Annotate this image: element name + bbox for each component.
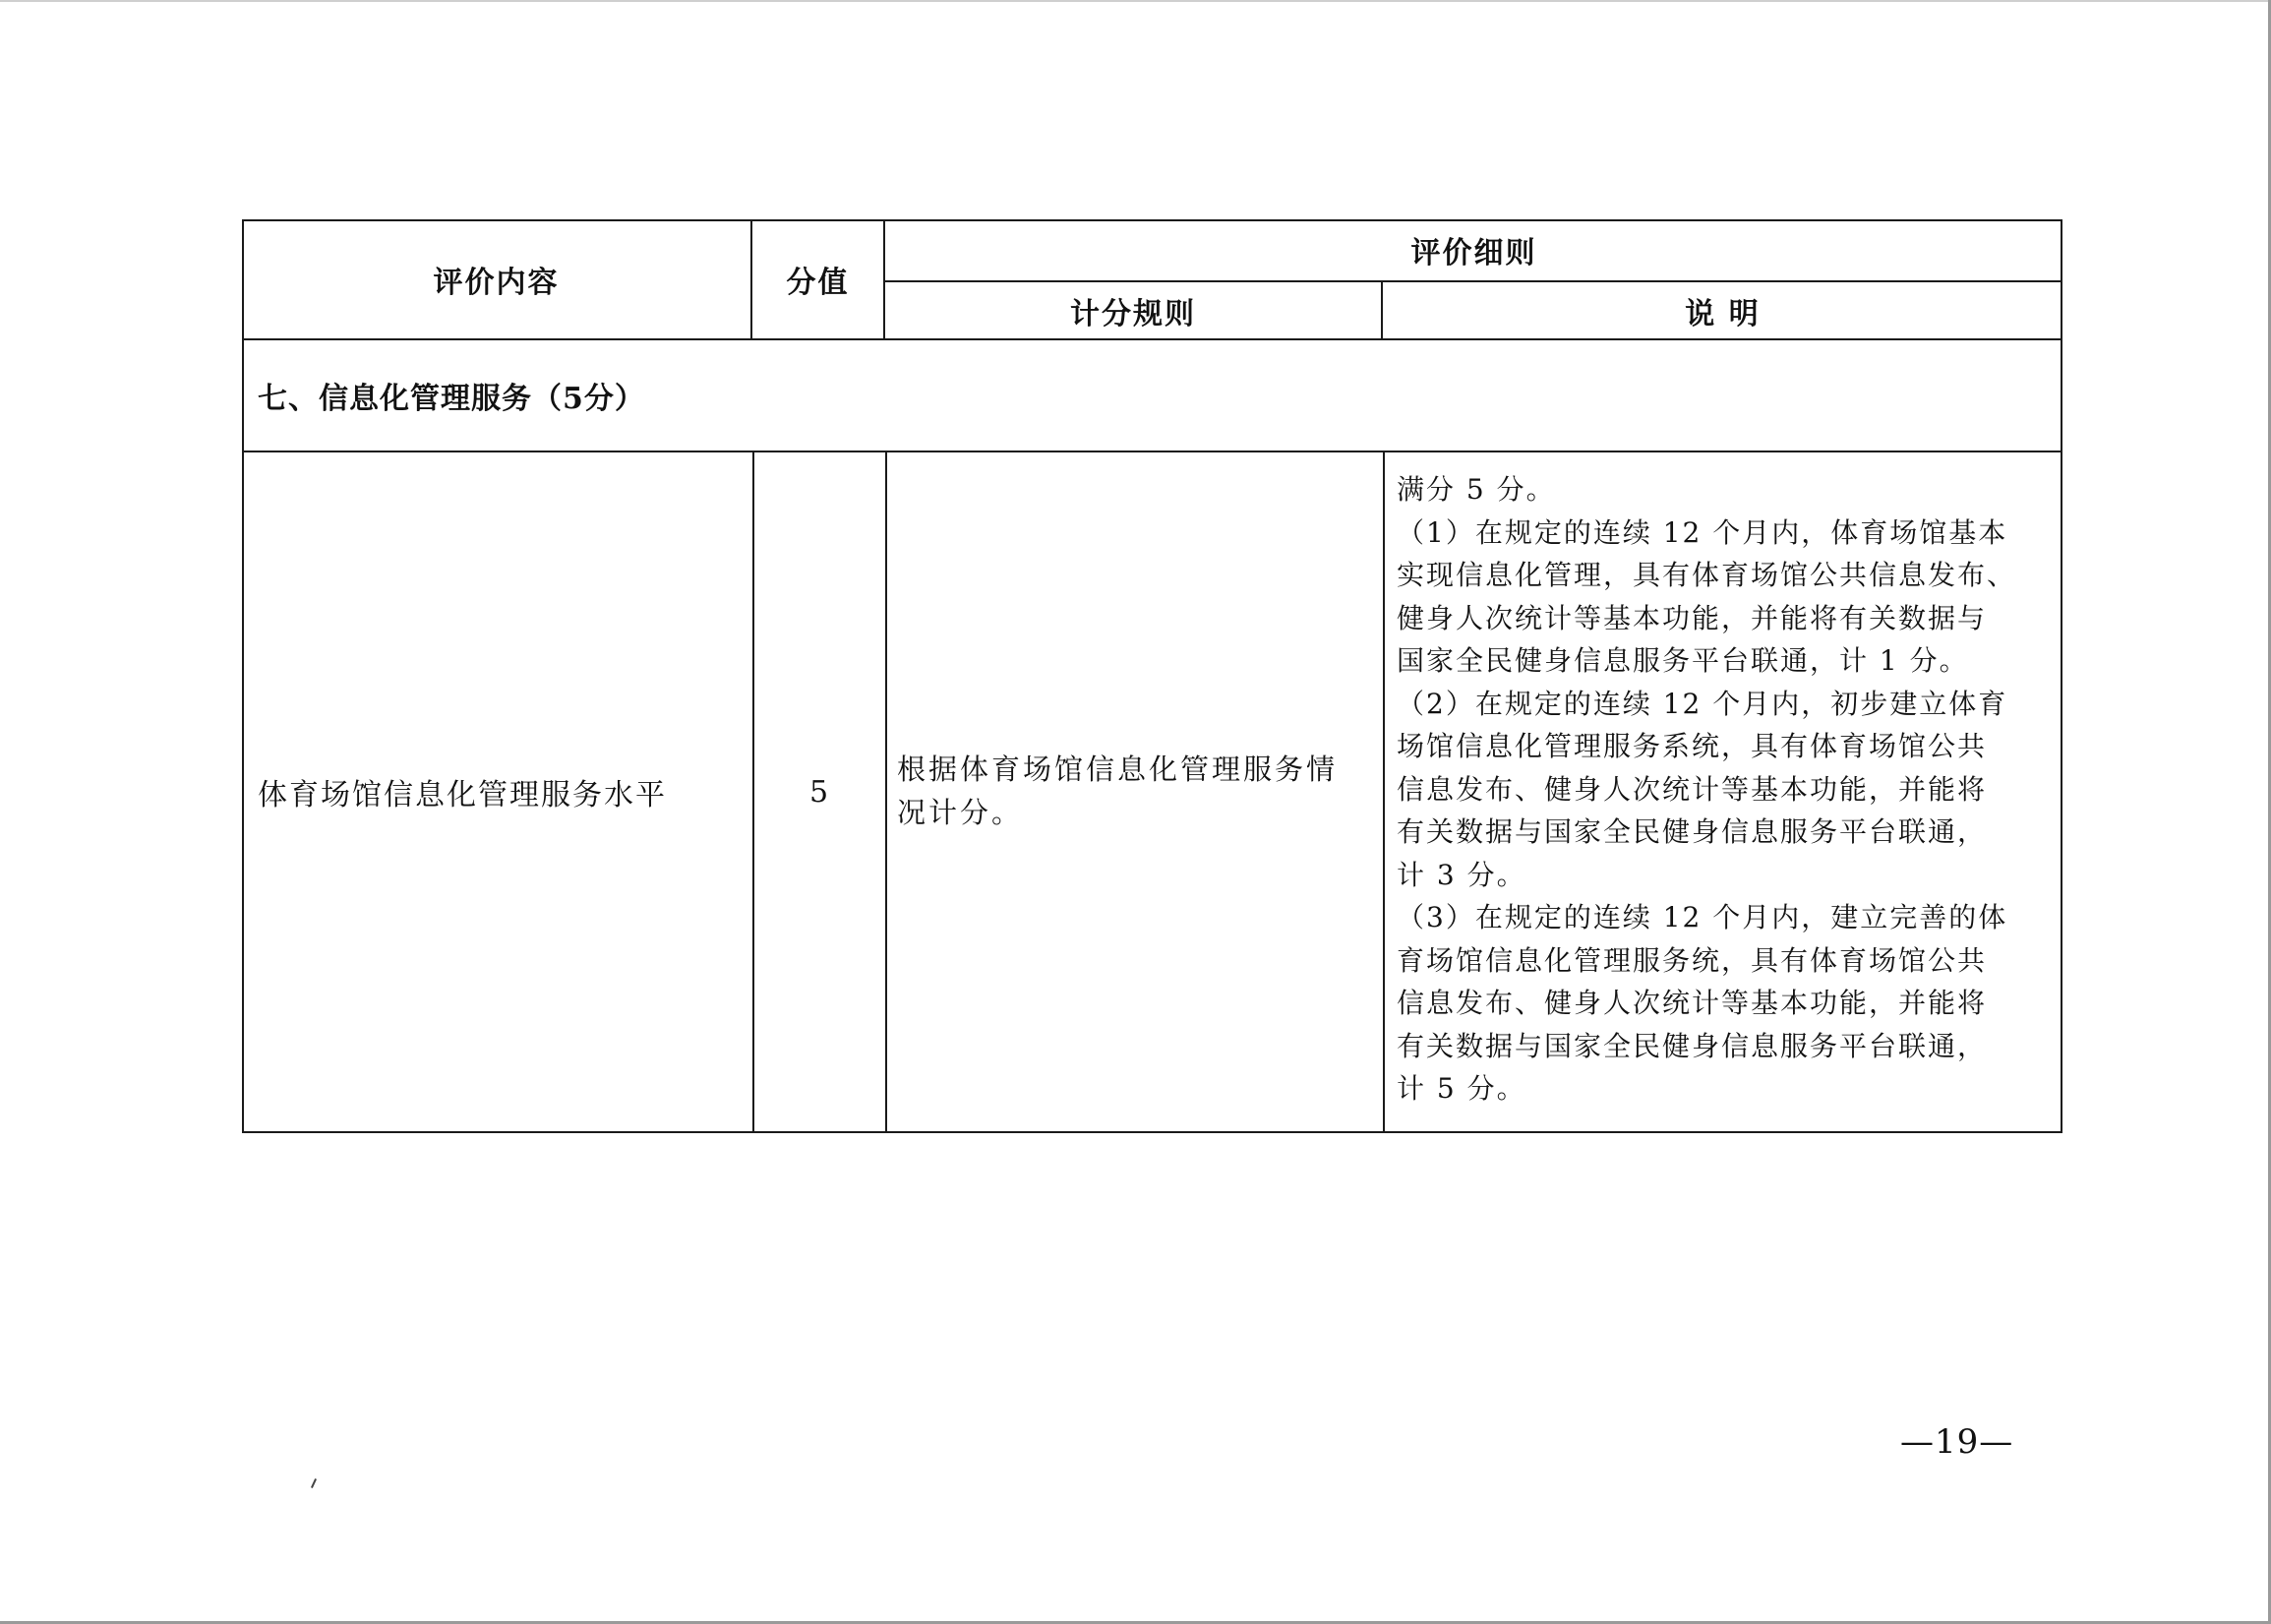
note-line: 信息发布、健身人次统计等基本功能，并能将	[1397, 987, 1988, 1019]
section-title-row	[258, 340, 2048, 451]
note-text	[1397, 468, 2054, 1111]
header-evaluation-details-label: 评价细则	[1410, 236, 1537, 271]
note-line: 国家全民健身信息服务平台联通，计 1 分。	[1397, 644, 1969, 677]
score-value: 5	[808, 774, 831, 810]
note-line: 有关数据与国家全民健身信息服务平台联通，	[1397, 815, 1988, 848]
header-evaluation-content-label: 评价内容	[433, 265, 560, 300]
header-evaluation-content	[242, 219, 750, 338]
header-evaluation-details	[885, 219, 2062, 280]
note-line: 健身人次统计等基本功能，并能将有关数据与	[1397, 601, 1988, 634]
scoring-rule-text	[897, 748, 1377, 834]
note-line: （3）在规定的连续 12 个月内，建立完善的体	[1397, 901, 2008, 933]
header-note-label: 说 明	[1685, 296, 1761, 331]
note-line: 计 5 分。	[1397, 1072, 1526, 1105]
page-edge-top	[0, 0, 2271, 2]
table-divider	[885, 451, 887, 1133]
note-line: 育场馆信息化管理服务统，具有体育场馆公共	[1397, 943, 1988, 977]
scoring-rule-line: 根据体育场馆信息化管理服务情	[897, 752, 1339, 786]
note-line: （1）在规定的连续 12 个月内，体育场馆基本	[1397, 515, 2008, 549]
table-divider	[1383, 451, 1385, 1133]
note-line: 满分 5 分。	[1397, 473, 1556, 506]
note-line: 有关数据与国家全民健身信息服务平台联通，	[1397, 1029, 1988, 1062]
evaluation-content-text: 体育场馆信息化管理服务水平	[258, 778, 667, 812]
scan-mark	[311, 1478, 317, 1488]
note-line: 实现信息化管理，具有体育场馆公共信息发布、	[1397, 559, 2017, 591]
header-scoring-rule-label: 计分规则	[1070, 296, 1196, 331]
note-line: 计 3 分。	[1397, 858, 1526, 891]
header-score	[752, 219, 883, 338]
scoring-rule-line: 况计分。	[897, 796, 1024, 829]
note-line: 信息发布、健身人次统计等基本功能，并能将	[1397, 772, 1988, 806]
header-score-label: 分值	[786, 265, 850, 300]
row-score	[754, 452, 885, 1131]
page-number: —19—	[1900, 1422, 2014, 1462]
note-line: 场馆信息化管理服务系统，具有体育场馆公共	[1397, 730, 1988, 762]
row-evaluation-content	[258, 452, 749, 1131]
header-scoring-rule	[885, 282, 1381, 338]
header-note	[1383, 282, 2062, 338]
note-line: （2）在规定的连续 12 个月内，初步建立体育	[1397, 687, 2008, 720]
section-title: 七、信息化管理服务（5分）	[258, 382, 645, 416]
